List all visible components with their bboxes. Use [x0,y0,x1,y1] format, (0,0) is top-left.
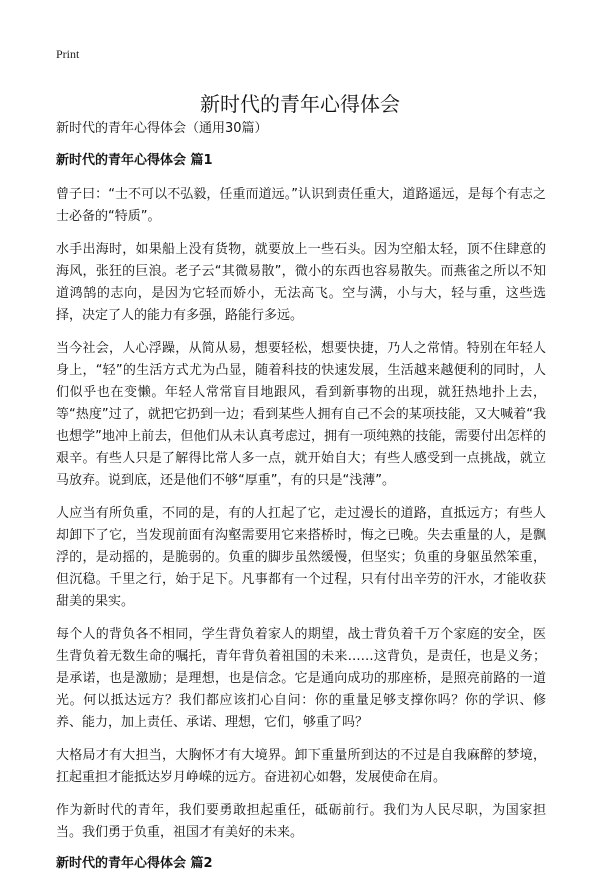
section-1 [56,152,546,844]
section-heading: 新时代的青年心得体会 篇1 [56,153,213,168]
paragraph: 每个人的背负各不相同，学生背负着家人的期望，战士背负着千万个家庭的安全，医生背负着无数生命的嘱托，青年背负着祖国的未来……这背负，是责任，也是义务；是承诺，也是激励；是理想，也是信念。它是通向成功的那座桥，是照亮前路的一道光。何以抵达远方？我们都应该扪心自问：你的重量足够支撑你吗？你的学识、修养、能力，加上责任、承诺、理想，它们，够重了吗？ [56,627,546,730]
document-body [56,120,546,887]
paragraph: 作为新时代的青年，我们要勇敢担起重任，砥砺前行。我们为人民尽职，为国家担当。我们勇于负重，祖国才有美好的未来。 [56,803,546,840]
paragraph: 人应当有所负重，不同的是，有的人扛起了它，走过漫长的道路，直抵远方；有些人却卸下了它，当发现前面有沟壑需要用它来搭桥时，悔之已晚。失去重量的人，是飘浮的，是动摇的，是脆弱的。负重的脚步虽然缓慢，但坚实；负重的身躯虽然笨重，但沉稳。千里之行，始于足下。凡事都有一个过程，只有付出辛劳的汗水，才能收获甜美的果实。 [56,506,546,609]
section-2 [56,855,546,873]
section-heading: 新时代的青年心得体会 篇2 [56,856,213,871]
paragraph: 曾子曰：“士不可以不弘毅，任重而道远。”认识到责任重大，道路遥远，是每个有志之士必备的“特质”。 [56,187,546,224]
page-title: 新时代的青年心得体会 [200,92,400,117]
paragraph: 水手出海时，如果船上没有货物，就要放上一些石头。因为空船太轻，顶不住肆意的海风，张狂的巨浪。老子云“其微易散”，微小的东西也容易散失。而燕雀之所以不知道鸿鹄的志向，是因为它轻而娇小，无法高飞。空与满，小与大，轻与重，这些选择，决定了人的能力有多强，路能行多远。 [56,242,546,323]
paragraph: 大格局才有大担当，大胸怀才有大境界。卸下重量所到达的不过是自我麻醉的梦境，扛起重担才能抵达岁月峥嵘的远方。奋进初心如磐，发展使命在肩。 [56,748,546,785]
paragraph: 当今社会，人心浮躁，从简从易，想要轻松，想要快捷，乃人之常情。特别在年轻人身上，“轻”的生活方式尤为凸显，随着科技的快速发展，生活越来越便利的同时，人们似乎也在变懒。年轻人常常盲目地跟风，看到新事物的出现，就狂热地扑上去，等“热度”过了，就把它扔到一边；看到某些人拥有自己不会的某项技能，又大喊着“我也想学”地冲上前去，但他们从未认真考虑过，拥有一项纯熟的技能，需要付出怎样的艰辛。有些人只是了解得比常人多一点，就开始自大；有些人感受到一点挑战，就立马放弃。说到底，还是他们不够“厚重”，有的只是“浅薄”。 [56,341,546,488]
print-link[interactable]: Print [56,47,80,61]
document-subtitle: 新时代的青年心得体会（通用30篇） [56,121,268,136]
